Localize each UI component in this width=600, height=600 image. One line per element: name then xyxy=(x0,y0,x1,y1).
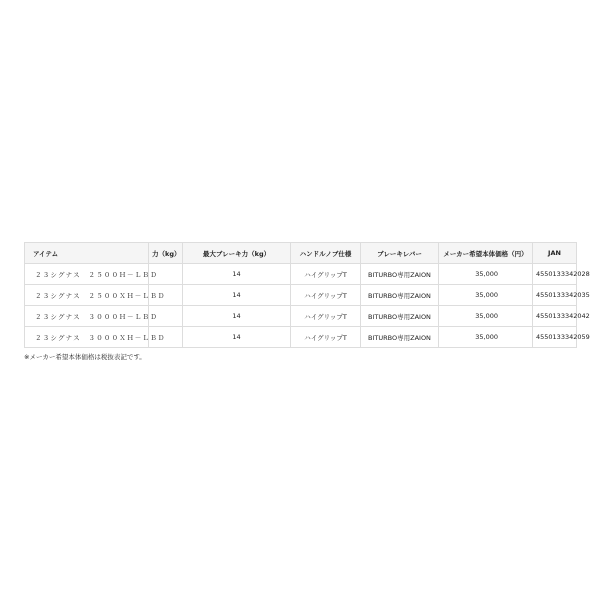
table-row xyxy=(25,306,577,327)
cell-brake-lever: BITURBO専用ZAION xyxy=(361,327,439,348)
cell-handle-knob: ハイグリップT xyxy=(291,264,361,285)
cell-price: 35,000 xyxy=(439,306,533,327)
table-row xyxy=(25,327,577,348)
header-jan: JAN xyxy=(533,243,577,264)
table-header-row xyxy=(25,243,577,264)
price-footnote: ※メーカー希望本体価格は税抜表記です。 xyxy=(24,353,146,361)
cell-jan: 4550133342059 xyxy=(533,327,577,348)
cell-jan: 4550133342028 xyxy=(533,264,577,285)
cell-price: 35,000 xyxy=(439,327,533,348)
cell-item: ２３シグナス ２５００Ｈ－ＬＢＤ xyxy=(25,264,149,285)
cell-max-brake: 14 xyxy=(183,264,291,285)
header-handle-knob: ハンドルノブ仕様 xyxy=(291,243,361,264)
cell-brake-lever: BITURBO専用ZAION xyxy=(361,264,439,285)
cell-max-brake: 14 xyxy=(183,327,291,348)
header-item: アイテム xyxy=(25,243,149,264)
cell-handle-knob: ハイグリップT xyxy=(291,327,361,348)
cell-jan: 4550133342042 xyxy=(533,306,577,327)
spec-table xyxy=(24,242,590,348)
cell-max-brake: 14 xyxy=(183,285,291,306)
header-max-brake: 最大ブレーキ力（kg） xyxy=(183,243,291,264)
cell-max-brake: 14 xyxy=(183,306,291,327)
table-row xyxy=(25,264,577,285)
cell-jan: 4550133342035 xyxy=(533,285,577,306)
cell-price: 35,000 xyxy=(439,285,533,306)
cell-brake-lever: BITURBO専用ZAION xyxy=(361,285,439,306)
cell-item: ２３シグナス ２５００ＸＨ－ＬＢＤ xyxy=(25,285,149,306)
cell-brake-lever: BITURBO専用ZAION xyxy=(361,306,439,327)
header-drag-force: 力（kg） xyxy=(149,243,183,264)
cell-price: 35,000 xyxy=(439,264,533,285)
cell-handle-knob: ハイグリップT xyxy=(291,306,361,327)
header-price: メーカー希望本体価格（円） xyxy=(439,243,533,264)
cell-handle-knob: ハイグリップT xyxy=(291,285,361,306)
table-row xyxy=(25,285,577,306)
cell-item: ２３シグナス ３０００ＸＨ－ＬＢＤ xyxy=(25,327,149,348)
spec-table-container xyxy=(24,242,590,348)
header-brake-lever: ブレーキレバー xyxy=(361,243,439,264)
cell-item: ２３シグナス ３０００Ｈ－ＬＢＤ xyxy=(25,306,149,327)
